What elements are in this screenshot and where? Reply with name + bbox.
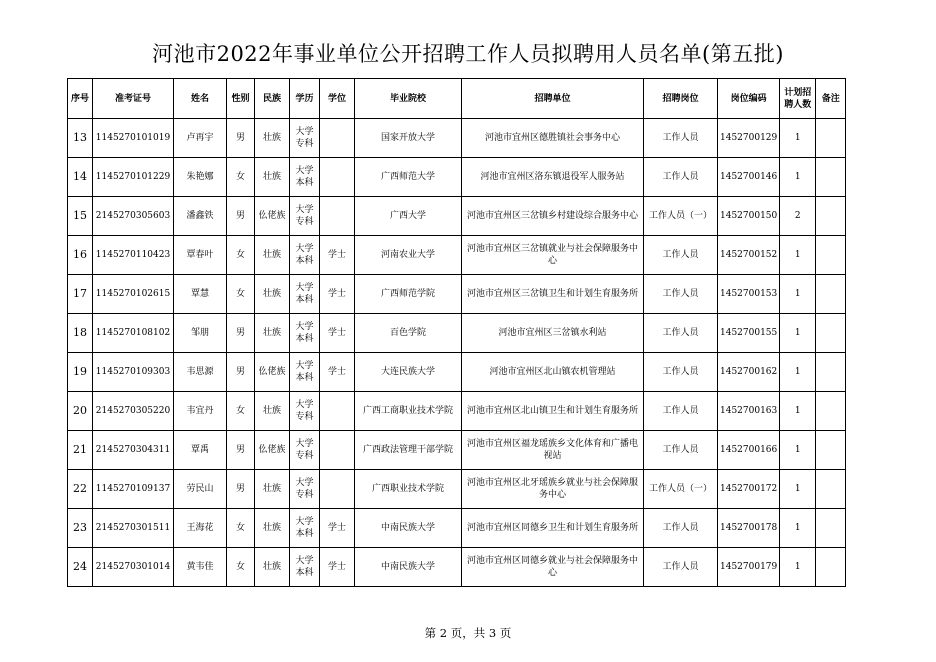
col-exam-id-header: 准考证号 <box>93 79 174 119</box>
hiring-list-table <box>67 78 846 587</box>
seq-cell: 22 <box>68 470 93 509</box>
plan-cell: 1 <box>780 548 816 587</box>
position-cell: 工作人员 <box>644 119 718 158</box>
ethnicity-cell: 壮族 <box>255 158 290 197</box>
plan-cell: 1 <box>780 275 816 314</box>
name-cell: 韦思源 <box>174 353 227 392</box>
gender-cell: 女 <box>227 509 255 548</box>
degree-cell: 学士 <box>320 548 355 587</box>
ethnicity-cell: 壮族 <box>255 314 290 353</box>
seq-cell: 20 <box>68 392 93 431</box>
school-cell: 大连民族大学 <box>355 353 462 392</box>
col-position-header: 招聘岗位 <box>644 79 718 119</box>
col-gender-header: 性别 <box>227 79 255 119</box>
seq-cell: 14 <box>68 158 93 197</box>
gender-cell: 男 <box>227 119 255 158</box>
unit-cell: 河池市宜州区三岔镇就业与社会保障服务中心 <box>462 236 644 275</box>
education-cell: 大学本科 <box>290 548 320 587</box>
exam-id-cell: 1145270108102 <box>93 314 174 353</box>
code-cell: 1452700129 <box>718 119 780 158</box>
table-row <box>68 548 846 587</box>
col-school-header: 毕业院校 <box>355 79 462 119</box>
exam-id-cell: 2145270305220 <box>93 392 174 431</box>
code-cell: 1452700179 <box>718 548 780 587</box>
exam-id-cell: 1145270101019 <box>93 119 174 158</box>
col-seq-header: 序号 <box>68 79 93 119</box>
col-unit-header: 招聘单位 <box>462 79 644 119</box>
education-cell: 大学专科 <box>290 119 320 158</box>
school-cell: 广西师范学院 <box>355 275 462 314</box>
table-row <box>68 119 846 158</box>
position-cell: 工作人员 <box>644 548 718 587</box>
table-row <box>68 353 846 392</box>
seq-cell: 16 <box>68 236 93 275</box>
unit-cell: 河池市宜州区三岔镇卫生和计划生育服务所 <box>462 275 644 314</box>
table-row <box>68 275 846 314</box>
table-row <box>68 197 846 236</box>
exam-id-cell: 1145270101229 <box>93 158 174 197</box>
school-cell: 广西大学 <box>355 197 462 236</box>
table-row <box>68 392 846 431</box>
table-row <box>68 509 846 548</box>
gender-cell: 男 <box>227 314 255 353</box>
remark-cell <box>816 314 846 353</box>
education-cell: 大学专科 <box>290 431 320 470</box>
unit-cell: 河池市宜州区三岔镇水利站 <box>462 314 644 353</box>
seq-cell: 21 <box>68 431 93 470</box>
remark-cell <box>816 509 846 548</box>
education-cell: 大学本科 <box>290 509 320 548</box>
name-cell: 朱艳娜 <box>174 158 227 197</box>
gender-cell: 男 <box>227 353 255 392</box>
seq-cell: 15 <box>68 197 93 236</box>
exam-id-cell: 1145270109137 <box>93 470 174 509</box>
col-plan-header: 计划招聘人数 <box>780 79 816 119</box>
gender-cell: 女 <box>227 548 255 587</box>
name-cell: 潘鑫铁 <box>174 197 227 236</box>
position-cell: 工作人员 <box>644 236 718 275</box>
table-row <box>68 314 846 353</box>
exam-id-cell: 2145270304311 <box>93 431 174 470</box>
col-remark-header: 备注 <box>816 79 846 119</box>
col-code-header: 岗位编码 <box>718 79 780 119</box>
code-cell: 1452700153 <box>718 275 780 314</box>
gender-cell: 男 <box>227 197 255 236</box>
table-row <box>68 158 846 197</box>
degree-cell <box>320 197 355 236</box>
ethnicity-cell: 壮族 <box>255 509 290 548</box>
position-cell: 工作人员 <box>644 431 718 470</box>
table-header-row <box>68 79 846 119</box>
unit-cell: 河池市宜州区洛东镇退役军人服务站 <box>462 158 644 197</box>
position-cell: 工作人员 <box>644 509 718 548</box>
school-cell: 河南农业大学 <box>355 236 462 275</box>
table-row <box>68 431 846 470</box>
exam-id-cell: 1145270109303 <box>93 353 174 392</box>
ethnicity-cell: 壮族 <box>255 275 290 314</box>
code-cell: 1452700152 <box>718 236 780 275</box>
page-title: 河池市2022年事业单位公开招聘工作人员拟聘用人员名单(第五批) <box>152 42 784 66</box>
name-cell: 覃慧 <box>174 275 227 314</box>
exam-id-cell: 1145270110423 <box>93 236 174 275</box>
degree-cell: 学士 <box>320 353 355 392</box>
name-cell: 卢再宇 <box>174 119 227 158</box>
table-row <box>68 236 846 275</box>
ethnicity-cell: 壮族 <box>255 119 290 158</box>
unit-cell: 河池市宜州区同德乡就业与社会保障服务中心 <box>462 548 644 587</box>
remark-cell <box>816 158 846 197</box>
col-name-header: 姓名 <box>174 79 227 119</box>
ethnicity-cell: 仫佬族 <box>255 197 290 236</box>
ethnicity-cell: 壮族 <box>255 392 290 431</box>
name-cell: 黄韦佳 <box>174 548 227 587</box>
page-number: 第 2 页，共 3 页 <box>424 626 512 640</box>
seq-cell: 13 <box>68 119 93 158</box>
plan-cell: 1 <box>780 314 816 353</box>
position-cell: 工作人员 <box>644 275 718 314</box>
code-cell: 1452700146 <box>718 158 780 197</box>
unit-cell: 河池市宜州区三岔镇乡村建设综合服务中心 <box>462 197 644 236</box>
code-cell: 1452700178 <box>718 509 780 548</box>
code-cell: 1452700150 <box>718 197 780 236</box>
school-cell: 中南民族大学 <box>355 509 462 548</box>
school-cell: 百色学院 <box>355 314 462 353</box>
education-cell: 大学本科 <box>290 275 320 314</box>
name-cell: 王海花 <box>174 509 227 548</box>
code-cell: 1452700166 <box>718 431 780 470</box>
remark-cell <box>816 197 846 236</box>
gender-cell: 女 <box>227 392 255 431</box>
plan-cell: 1 <box>780 119 816 158</box>
plan-cell: 1 <box>780 353 816 392</box>
degree-cell <box>320 119 355 158</box>
ethnicity-cell: 仫佬族 <box>255 431 290 470</box>
col-degree-header: 学位 <box>320 79 355 119</box>
degree-cell: 学士 <box>320 314 355 353</box>
school-cell: 广西职业技术学院 <box>355 470 462 509</box>
degree-cell: 学士 <box>320 236 355 275</box>
col-ethnicity-header: 民族 <box>255 79 290 119</box>
code-cell: 1452700172 <box>718 470 780 509</box>
plan-cell: 1 <box>780 509 816 548</box>
code-cell: 1452700162 <box>718 353 780 392</box>
remark-cell <box>816 470 846 509</box>
education-cell: 大学本科 <box>290 236 320 275</box>
remark-cell <box>816 275 846 314</box>
remark-cell <box>816 548 846 587</box>
position-cell: 工作人员（一） <box>644 470 718 509</box>
name-cell: 邹朋 <box>174 314 227 353</box>
ethnicity-cell: 仫佬族 <box>255 353 290 392</box>
unit-cell: 河池市宜州区福龙瑶族乡文化体育和广播电视站 <box>462 431 644 470</box>
school-cell: 中南民族大学 <box>355 548 462 587</box>
position-cell: 工作人员（一） <box>644 197 718 236</box>
plan-cell: 1 <box>780 236 816 275</box>
name-cell: 覃禹 <box>174 431 227 470</box>
education-cell: 大学本科 <box>290 353 320 392</box>
gender-cell: 女 <box>227 158 255 197</box>
position-cell: 工作人员 <box>644 353 718 392</box>
remark-cell <box>816 431 846 470</box>
seq-cell: 19 <box>68 353 93 392</box>
exam-id-cell: 2145270301511 <box>93 509 174 548</box>
exam-id-cell: 2145270301014 <box>93 548 174 587</box>
gender-cell: 男 <box>227 431 255 470</box>
school-cell: 国家开放大学 <box>355 119 462 158</box>
degree-cell <box>320 392 355 431</box>
school-cell: 广西政法管理干部学院 <box>355 431 462 470</box>
name-cell: 覃春叶 <box>174 236 227 275</box>
unit-cell: 河池市宜州区北山镇农机管理站 <box>462 353 644 392</box>
unit-cell: 河池市宜州区北山镇卫生和计划生育服务所 <box>462 392 644 431</box>
degree-cell <box>320 158 355 197</box>
table-row <box>68 470 846 509</box>
position-cell: 工作人员 <box>644 392 718 431</box>
remark-cell <box>816 119 846 158</box>
position-cell: 工作人员 <box>644 314 718 353</box>
gender-cell: 男 <box>227 470 255 509</box>
unit-cell: 河池市宜州区德胜镇社会事务中心 <box>462 119 644 158</box>
plan-cell: 1 <box>780 470 816 509</box>
remark-cell <box>816 236 846 275</box>
ethnicity-cell: 壮族 <box>255 470 290 509</box>
remark-cell <box>816 392 846 431</box>
unit-cell: 河池市宜州区同德乡卫生和计划生育服务所 <box>462 509 644 548</box>
code-cell: 1452700163 <box>718 392 780 431</box>
ethnicity-cell: 壮族 <box>255 236 290 275</box>
seq-cell: 23 <box>68 509 93 548</box>
name-cell: 韦宜丹 <box>174 392 227 431</box>
degree-cell <box>320 431 355 470</box>
plan-cell: 1 <box>780 431 816 470</box>
education-cell: 大学本科 <box>290 158 320 197</box>
code-cell: 1452700155 <box>718 314 780 353</box>
degree-cell <box>320 470 355 509</box>
gender-cell: 女 <box>227 275 255 314</box>
ethnicity-cell: 壮族 <box>255 548 290 587</box>
degree-cell: 学士 <box>320 275 355 314</box>
plan-cell: 2 <box>780 197 816 236</box>
exam-id-cell: 1145270102615 <box>93 275 174 314</box>
remark-cell <box>816 353 846 392</box>
unit-cell: 河池市宜州区北牙瑶族乡就业与社会保障服务中心 <box>462 470 644 509</box>
school-cell: 广西工商职业技术学院 <box>355 392 462 431</box>
seq-cell: 17 <box>68 275 93 314</box>
degree-cell: 学士 <box>320 509 355 548</box>
plan-cell: 1 <box>780 392 816 431</box>
education-cell: 大学专科 <box>290 392 320 431</box>
school-cell: 广西师范大学 <box>355 158 462 197</box>
exam-id-cell: 2145270305603 <box>93 197 174 236</box>
gender-cell: 女 <box>227 236 255 275</box>
seq-cell: 24 <box>68 548 93 587</box>
name-cell: 劳民山 <box>174 470 227 509</box>
education-cell: 大学专科 <box>290 197 320 236</box>
education-cell: 大学专科 <box>290 470 320 509</box>
plan-cell: 1 <box>780 158 816 197</box>
col-education-header: 学历 <box>290 79 320 119</box>
position-cell: 工作人员 <box>644 158 718 197</box>
education-cell: 大学本科 <box>290 314 320 353</box>
seq-cell: 18 <box>68 314 93 353</box>
